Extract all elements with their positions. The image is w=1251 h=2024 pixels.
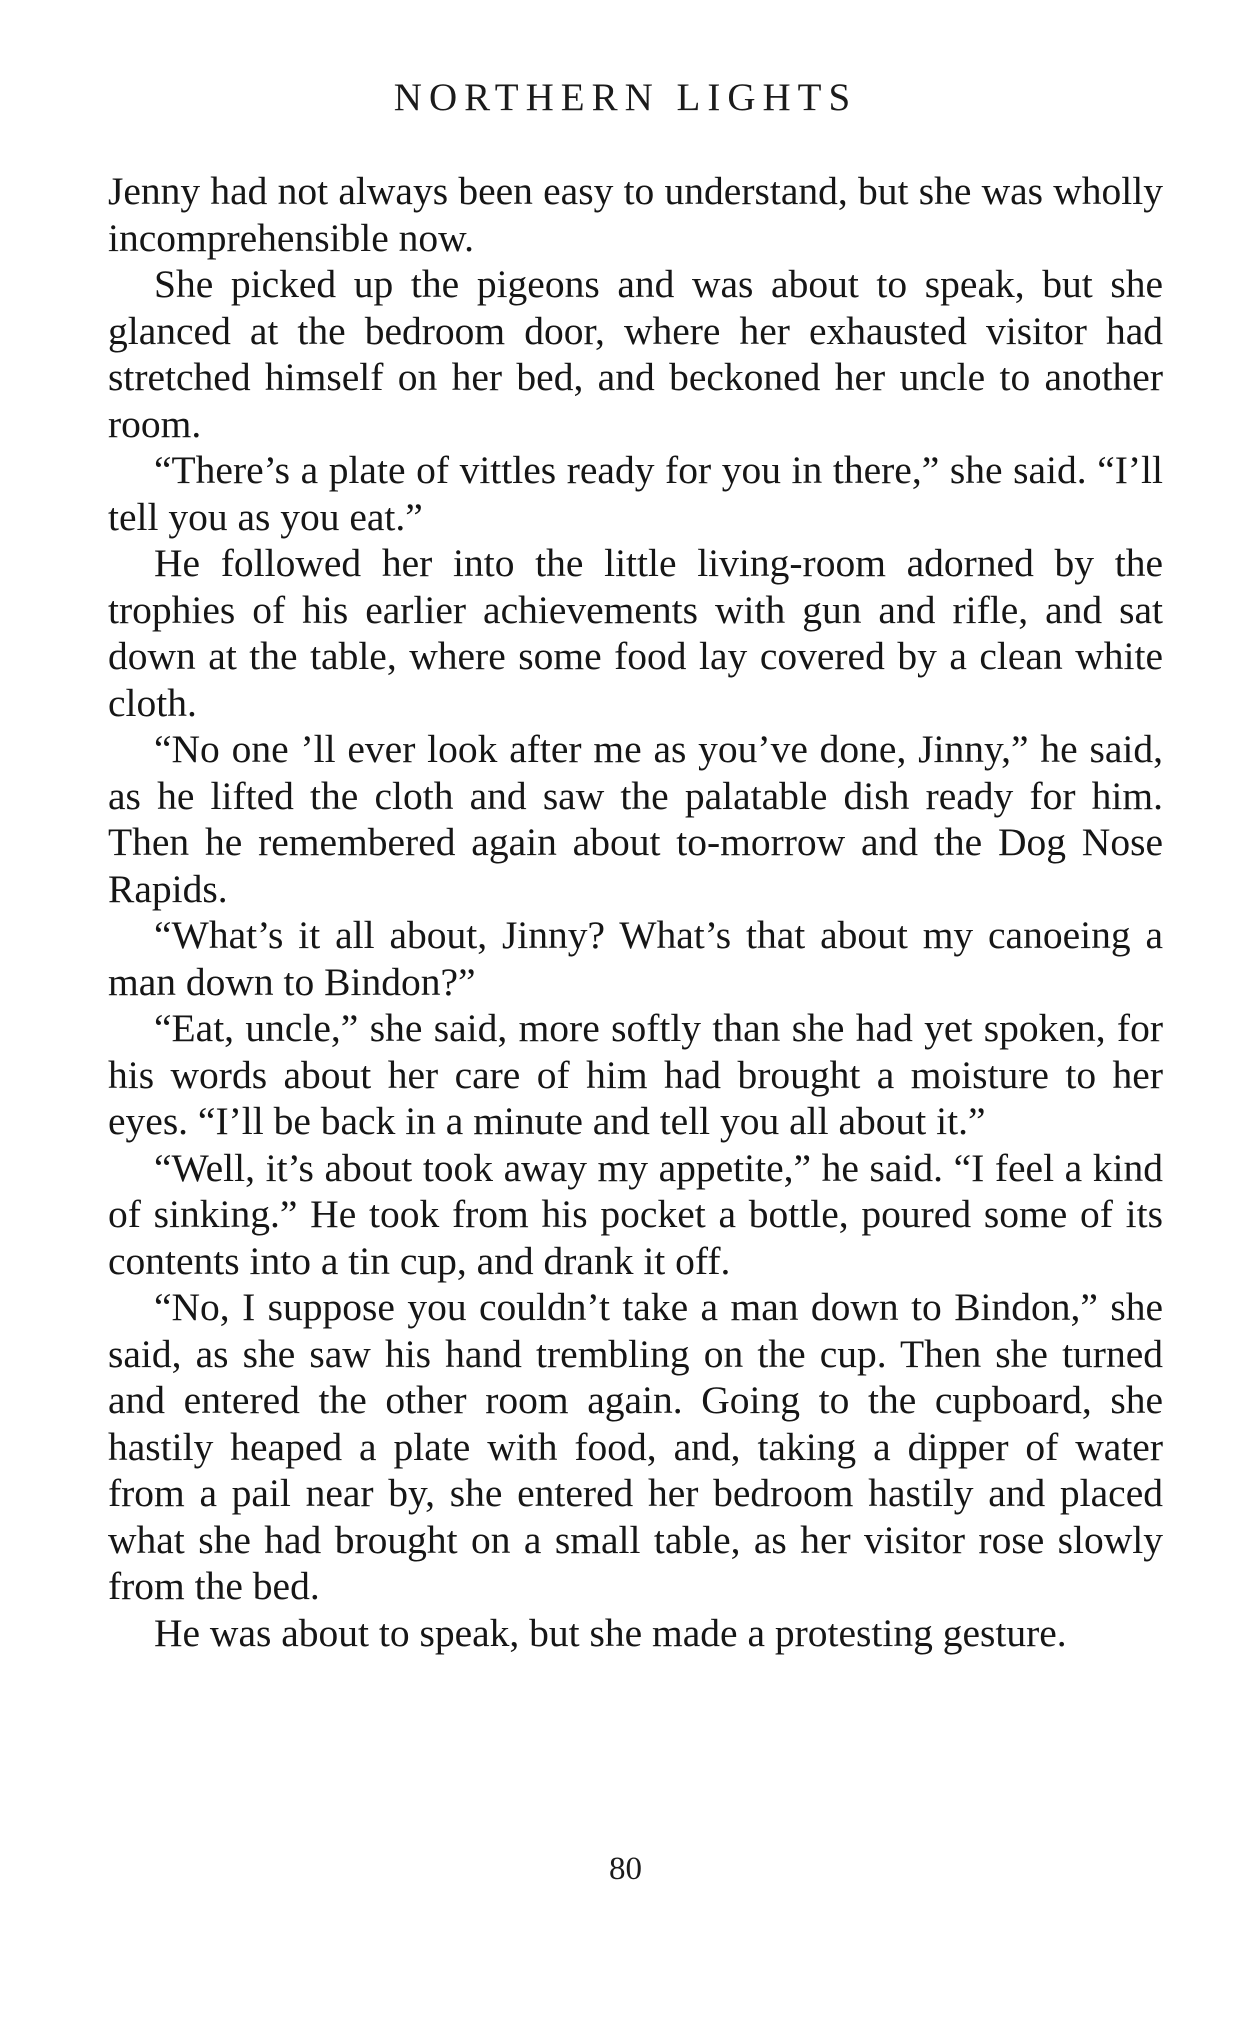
body-text [108,168,1163,1656]
paragraph: “No one ’ll ever look after me as you’ve done, Jinny,” he said, as he lifted the cloth and saw the palatable dish ready for him. Then he remembered again about to-morrow and the Dog Nose Rapids. [108,727,1163,911]
paragraph: “Eat, uncle,” she said, more softly than she had yet spoken, for his words about her care of him had brought a moisture to her eyes. “I’ll be back in a minute and tell you all about it.” [108,1006,1163,1143]
page-number: 80 [609,1851,642,1887]
paragraph: “Well, it’s about took away my appetite,” he said. “I feel a kind of sinking.” He took from his pocket a bottle, poured some of its contents into a tin cup, and drank it off. [108,1145,1163,1283]
running-title: NORTHERN LIGHTS [393,76,858,119]
paragraph: “What’s it all about, Jinny? What’s that about my canoeing a man down to Bindon?” [108,913,1163,1004]
paragraph: “No, I suppose you couldn’t take a man down to Bindon,” she said, as she saw his hand trembling on the cup. Then she turned and entered the other room again. Going to the cupboard, she hastily heaped a plate with food, and, taking a dipper of water from a pail near by, she entered her bedroom hastily and placed what she had brought on a small table, as her visitor rose slowly from the bed. [108,1285,1163,1608]
paragraph: Jenny had not always been easy to understand, but she was wholly incomprehensible now. [108,169,1163,260]
paragraph: He was about to speak, but she made a protesting gesture. [154,1610,1067,1655]
paragraph: “There’s a plate of vittles ready for you in there,” she said. “I’ll tell you as you eat.” [108,448,1163,539]
paragraph: He followed her into the little living-room adorned by the trophies of his earlier achievements with gun and rifle, and sat down at the table, where some food lay covered by a clean white cloth. [108,541,1163,725]
paragraph: She picked up the pigeons and was about to speak, but she glanced at the bedroom door, where her exhausted visitor had stretched himself on her bed, and beckoned her uncle to another room. [108,262,1163,446]
